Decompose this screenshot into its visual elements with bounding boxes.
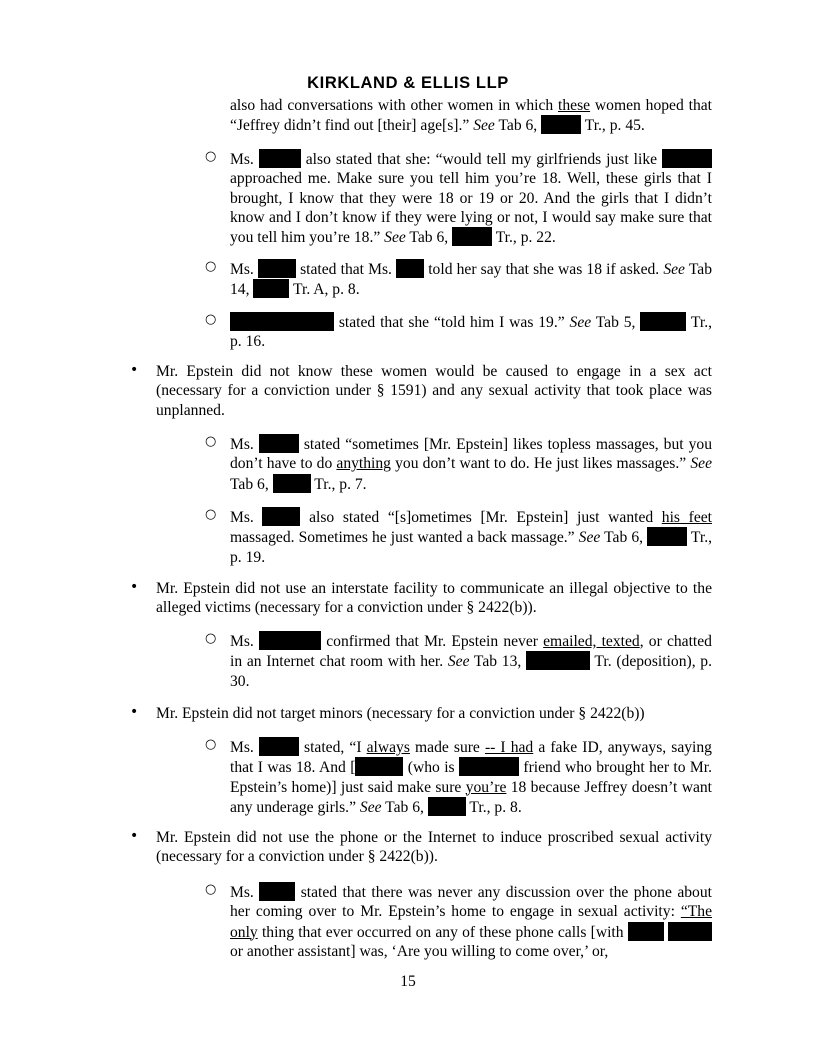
sub-bullet-1: Ms. also stated that she: “would tell my girlfriends just like approached me. Make sure you tell him you’re 18. Well, these girls that I brought, I know that they were 18 or 19 or 20. And the girls that I didn’t know and I don’t know if they were lying or not, I would say make sure that you tell him you’re 18.” See Tab 6, Tr., p. 22. — [230, 151, 712, 247]
redaction-bar — [459, 757, 519, 776]
main-bullet-2: Mr. Epstein did not use an interstate facility to communicate an illegal objective to the alleged victims (necessary for a conviction under § 2422(b)). — [156, 580, 712, 617]
sub-bullet-8: Ms. stated that there was never any discussion over the phone about her coming over to Mr. Epstein’s home to engage in sexual activity: “The only thing that ever occurred on any of these phone calls [with or another assistant] was, ‘Are you willing to come over,’ or, — [230, 884, 712, 960]
circle-bullet: ○ — [205, 312, 217, 327]
redaction-bar — [640, 312, 686, 331]
redaction-bar — [668, 922, 712, 941]
redaction-bar — [541, 115, 581, 134]
redaction-bar — [259, 737, 299, 756]
page-number: 15 — [400, 973, 416, 990]
redaction-bar — [259, 882, 295, 901]
redaction-bar — [259, 434, 299, 453]
redaction-bar — [258, 259, 296, 278]
redaction-bar — [259, 631, 321, 650]
circle-bullet: ○ — [205, 737, 217, 752]
sub-bullet-6: Ms. confirmed that Mr. Epstein never emailed, texted, or chatted in an Internet chat room with her. See Tab 13, Tr. (deposition), p. 30. — [230, 633, 713, 690]
main-bullet: • — [130, 704, 139, 720]
redaction-bar — [355, 757, 403, 776]
redaction-bar — [452, 227, 492, 246]
sub-bullet-4: Ms. stated “sometimes [Mr. Epstein] likes topless massages, but you don’t have to do anything you don’t want to do. He just likes massages.” See Tab 6, Tr., p. 7. — [230, 436, 712, 493]
redaction-bar — [526, 651, 590, 670]
redaction-bar — [628, 922, 664, 941]
circle-bullet: ○ — [205, 149, 217, 164]
redaction-bar — [259, 149, 301, 168]
main-bullet: • — [130, 579, 139, 595]
redaction-bar — [262, 507, 300, 526]
redaction-bar — [230, 312, 334, 331]
sub-bullet-3: stated that she “told him I was 19.” See Tab 5, Tr., p. 16. — [230, 314, 712, 351]
firm-header: KIRKLAND & ELLIS LLP — [307, 74, 509, 92]
circle-bullet: ○ — [205, 631, 217, 646]
main-bullet: • — [130, 362, 139, 378]
main-bullet: • — [130, 828, 139, 844]
main-bullet-3: Mr. Epstein did not target minors (necessary for a conviction under § 2422(b)) — [156, 705, 645, 722]
sub-bullet-7: Ms. stated, “I always made sure -- I had a fake ID, anyways, saying that I was 18. And [ (who is friend who brought her to Mr. Epstein’s home)] just said make sure you’re 18 because Jeffrey doesn’t want any underage girls.” See Tab 6, Tr., p. 8. — [230, 739, 713, 816]
redaction-bar — [253, 279, 289, 298]
sub-bullet-5: Ms. also stated “[s]ometimes [Mr. Epstein] just wanted his feet massaged. Sometimes he just wanted a back massage.” See Tab 6, Tr., p. 19. — [230, 509, 712, 566]
circle-bullet: ○ — [205, 507, 217, 522]
main-bullet-1: Mr. Epstein did not know these women would be caused to engage in a sex act (necessary for a conviction under § 1591) and any sexual activity that took place was unplanned. — [156, 363, 712, 419]
circle-bullet: ○ — [205, 259, 217, 274]
circle-bullet: ○ — [205, 882, 217, 897]
redaction-bar — [396, 259, 424, 278]
redaction-bar — [662, 149, 712, 168]
sub-bullet-2: Ms. stated that Ms. told her say that she was 18 if asked. See Tab 14, Tr. A, p. 8. — [230, 261, 712, 299]
circle-bullet: ○ — [205, 434, 217, 449]
redaction-bar — [647, 527, 687, 546]
redaction-bar — [428, 797, 466, 816]
continuation-paragraph: also had conversations with other women in which these women hoped that “Jeffrey didn’t find out [their] age[s].” See Tab 6, Tr., p. 45. — [230, 97, 713, 135]
main-bullet-4: Mr. Epstein did not use the phone or the Internet to induce proscribed sexual activity (necessary for a conviction under § 2422(b)). — [156, 829, 712, 866]
redaction-bar — [273, 474, 311, 493]
